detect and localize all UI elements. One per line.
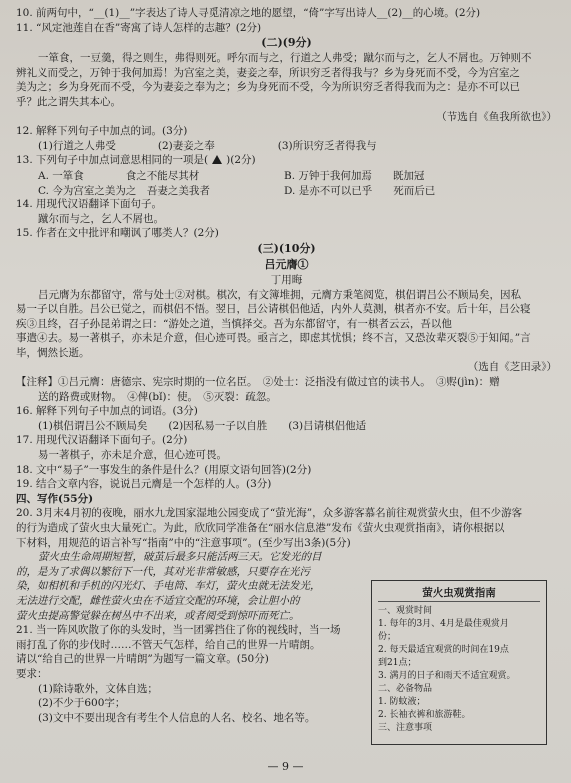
section-3-title: (三)(10分) — [257, 241, 316, 255]
guide-line: 三、注意事项 — [378, 723, 433, 733]
question-14: 14. 用现代汉语翻译下面句子。 — [16, 198, 163, 211]
requirements-title: 要求： — [16, 667, 48, 680]
option-a: A. 一箪食 食之不能尽其材 — [38, 169, 200, 182]
question-21-line: 21. 当一阵风吹散了你的头发时，当一团雾挡住了你的视线时，当一场 — [16, 624, 341, 637]
section-4-title: 四、写作(55分) — [16, 492, 94, 505]
question-13-options-row — [16, 168, 557, 183]
section-2-title: (二)(9分) — [261, 36, 312, 50]
question-20-line: 下材料，用规范的语言补写“指南”中的“注意事项”。(至少写出3条)(5分) — [16, 536, 351, 549]
notes-line: 【注释】①吕元膺：唐德宗、宪宗时期的一位名臣。 ②处士：泛指没有做过官的读书人。 ③赆(jìn)：赠 — [16, 376, 500, 389]
question-20-line: 的行为造成了萤火虫大量死亡。为此，欣欣同学准备在“丽水信息港”发布《萤火虫观赏指南》，请你根据以 — [16, 522, 505, 534]
guide-title: 萤火虫观赏指南 — [378, 585, 540, 602]
question-10: 10. 前两句中，“__(1)__”字表达了诗人寻觅清凉之地的愿望，“倚”字写出诗人__(2)__的心境。(2分) — [16, 7, 481, 19]
question-17: 17. 用现代汉语翻译下面句子。(2分) — [16, 434, 188, 447]
passage-3-line: 疾③且终，召子孙昆弟谓之曰：“游处之道，当慎择交。吾为东都留守，有一棋者云云，吾以他 — [16, 317, 452, 330]
question-19: 19. 结合文章内容，说说吕元膺是一个怎样的人。(3分) — [16, 478, 272, 491]
guide-line: 2. 长袖衣裤和旅游鞋。 — [378, 710, 471, 720]
passage-3-title: 吕元膺① — [264, 257, 309, 271]
material-line: 无法进行交配，雌性萤火虫在不适宜交配的环境，会让胆小的 — [16, 594, 300, 607]
passage-3-line: 毕，惆然长逝。 — [16, 346, 90, 359]
question-12: 12. 解释下列句子中加点的词。(3分) — [16, 125, 188, 138]
requirement-item: (1)除诗歌外，文体自选； — [38, 682, 158, 695]
answer-triangle-icon — [212, 155, 222, 164]
question-16: 16. 解释下列句子中加点的词语。(3分) — [16, 405, 198, 418]
material-line: 萤火虫提高警觉躲在树丛中不出来，或者阅受到惊吓而死亡。 — [16, 609, 300, 622]
passage-3-line: 易一子以自胜。吕公已觉之，而棋侣不悟。翌日，吕公请棋侣他适，内外人莫测，棋者亦不安。后十年，吕公寝 — [16, 303, 531, 316]
material-line: 的，是为了求偶以繁衍下一代，其对光非常敏感，只要存在光污 — [16, 565, 310, 578]
question-12-items: (1)行道之人弗受 (2)妻妾之奉 (3)所识穷乏者得我与 — [38, 139, 377, 152]
question-21-line: 请以“给自己的世界一片晴朗”为题写一篇文章。(50分) — [16, 653, 269, 666]
guide-line: 3. 满月的日子和雨天不适宜观赏。 — [378, 671, 516, 681]
passage-2-line: 一箪食，一豆羹，得之则生，弗得则死。呼尔而与之，行道之人弗受；蹴尔而与之，乞人不屑也。万钟则不 — [38, 52, 532, 65]
question-14-sentence: 蹴尔而与之，乞人不屑也。 — [38, 212, 164, 225]
passage-2-line: 辨礼义而受之，万钟于我何加焉！为宫室之美，妻妾之奉，所识穷乏者得我与？乡为身死而不受，今为宫室之 — [16, 66, 520, 79]
guide-line: 1. 防蚊液； — [378, 697, 426, 707]
option-c: C. 今为宫室之美为之 吾妻之美我者 — [38, 184, 210, 197]
question-20-line: 20. 3月末4月初的夜晚，丽水九龙国家湿地公园变成了“萤光海”，众多游客慕名前往观赏萤火虫，但不少游客 — [16, 507, 523, 520]
passage-3-line: 事遣④去。易一著棋子，亦未足介意，但心迹可畏。亟言之，即虑其忧惧；终不言，又恐汝辈灭裂⑤于知闻。”言 — [16, 332, 531, 345]
question-13 — [16, 153, 557, 168]
requirement-item: (2)不少于600字； — [38, 697, 126, 710]
question-13-tail: )(2分) — [226, 154, 256, 167]
question-15: 15. 作者在文中批评和嘲讽了哪类人？(2分) — [16, 227, 219, 240]
question-13-options-row — [16, 183, 557, 198]
passage-3-source: （选自《芝田录》） — [467, 361, 557, 374]
option-d: D. 是亦不可以已乎 死而后已 — [284, 184, 436, 197]
material-line: 染，如相机和手机的闪光灯、手电筒、车灯，萤火虫就无法发光， — [16, 580, 321, 593]
option-b: B. 万钟于我何加焉 既加冠 — [284, 169, 425, 182]
passage-2-line: 乎？此之谓失其本心。 — [16, 95, 121, 108]
guide-line: 一、观赏时间 — [378, 606, 433, 616]
guide-line: 到21点； — [378, 658, 417, 668]
question-13-text: 13. 下列句子中加点词意思相同的一项是( — [16, 154, 209, 167]
passage-3-line: 吕元膺为东都留守，常与处士②对棋。棋次，有文簿堆拥，元膺方秉笔阅览，棋侣谓吕公不顾局矣，因私 — [38, 288, 521, 301]
question-21-line: 雨打乱了你的步伐时……不管天气怎样，给自己的世界一片晴朗。 — [16, 638, 321, 651]
requirement-item: (3)文中不要出现含有考生个人信息的人名、校名、地名等。 — [38, 711, 316, 724]
passage-3-author: 丁用晦 — [270, 273, 303, 286]
guide-line: 1. 每年的3月、4月是最佳观赏月 — [378, 619, 509, 629]
page-number: — 9 — — [267, 760, 304, 773]
question-18: 18. 文中“易子”一事发生的条件是什么？(用原文语句回答)(2分) — [16, 463, 312, 476]
firefly-guide-box — [371, 580, 547, 745]
question-16-items: (1)棋侣谓吕公不顾局矣 (2)因私易一子以自胜 (3)吕请棋侣他适 — [38, 419, 367, 432]
notes-line: 送的路费或财物。 ④俾(bǐ)：使。 ⑤灭裂：疏忽。 — [38, 390, 277, 403]
material-line: 萤火虫生命周期短暂，破茧后最多只能活两三天。它发光的目 — [38, 551, 322, 564]
guide-line: 二、必备物品 — [378, 684, 433, 694]
question-17-sentence: 易一著棋子，亦未足介意，但心迹可畏。 — [38, 449, 227, 462]
passage-2-source: （节选自《鱼我所欲也》） — [436, 110, 557, 123]
question-11: 11. “风定池莲自在香”寄寓了诗人怎样的志趣？(2分) — [16, 21, 262, 34]
guide-line: 份； — [378, 632, 397, 642]
passage-2-line: 美为之；乡为身死而不受，今为妻妾之奉为之；乡为身死而不受，今为所识穷乏者得我而为之：是亦不可以已 — [16, 81, 520, 94]
guide-line: 2. 每天最适宜观赏的时间在19点 — [378, 645, 509, 655]
